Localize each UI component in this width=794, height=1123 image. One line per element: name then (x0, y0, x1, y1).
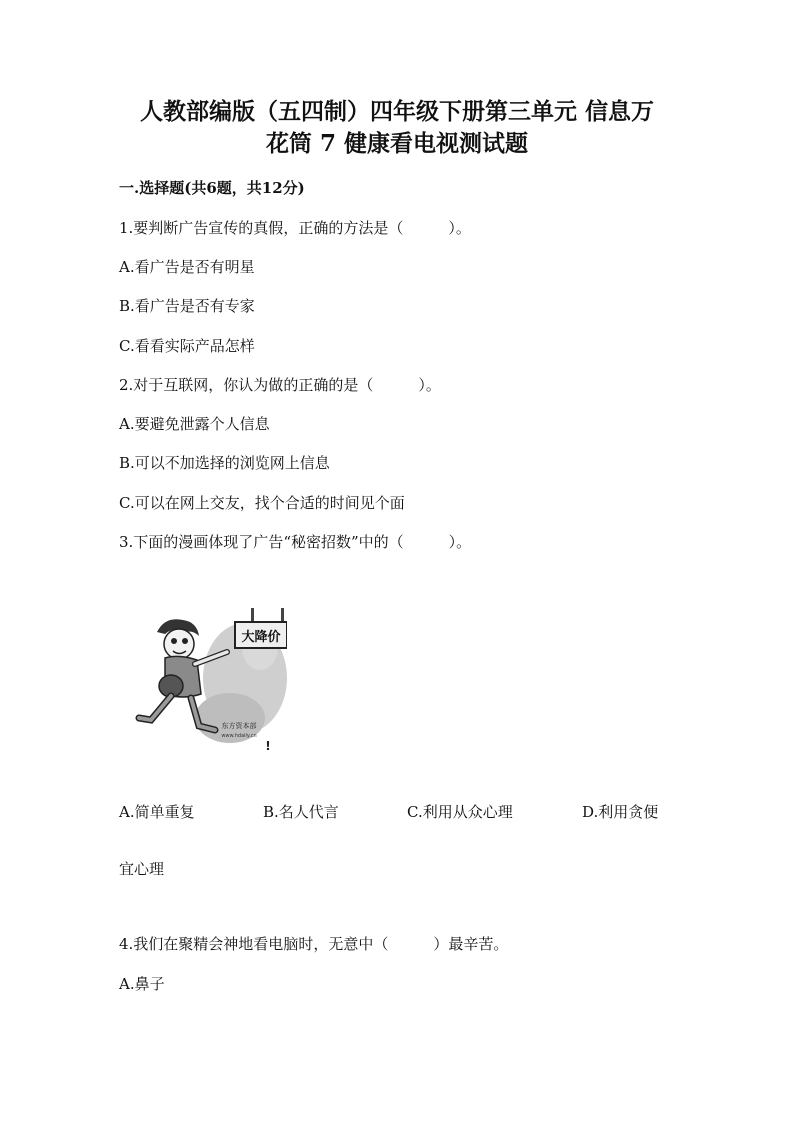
question-1-stem: 1.要判断广告宣传的真假，正确的方法是（ ）。 (119, 219, 471, 237)
question-2-option-a: A.要避免泄露个人信息 (119, 415, 270, 433)
title-line-2: 花筒 7 健康看电视测试题 (265, 130, 529, 157)
title-line-1: 人教部编版（五四制）四年级下册第三单元 信息万 (139, 98, 654, 125)
cartoon-mark: ! (265, 739, 271, 753)
cartoon-image (135, 608, 287, 754)
question-4-stem: 4.我们在聚精会神地看电脑时，无意中（ ）最辛苦。 (119, 935, 509, 953)
question-3-option-c: C.利用从众心理 (407, 803, 513, 821)
question-2-stem: 2.对于互联网，你认为做的正确的是（ ）。 (119, 376, 441, 394)
sign-text: 大降价 (241, 630, 281, 645)
question-2-option-b: B.可以不加选择的浏览网上信息 (119, 454, 330, 472)
question-3-stem: 3.下面的漫画体现了广告“秘密招数”中的（ ）。 (119, 533, 472, 551)
cartoon-url: www.hdaily.cn (221, 733, 257, 739)
question-4-option-a: A.鼻子 (119, 975, 165, 993)
cartoon-caption: 东方资本部 (221, 722, 257, 730)
question-1-option-a: A.看广告是否有明星 (119, 258, 255, 276)
question-1-option-b: B.看广告是否有专家 (119, 297, 255, 315)
question-2-option-c: C.可以在网上交友，找个合适的时间见个面 (119, 494, 405, 512)
question-3-option-d-continued: 宜心理 (119, 860, 165, 878)
question-3-option-d: D.利用贪便 (582, 803, 659, 821)
question-1-option-c: C.看看实际产品怎样 (119, 337, 255, 355)
question-3-option-a: A.简单重复 (119, 803, 195, 821)
question-3-option-b: B.名人代言 (263, 803, 339, 821)
section-heading: 一.选择题(共6题，共12分) (119, 179, 305, 197)
